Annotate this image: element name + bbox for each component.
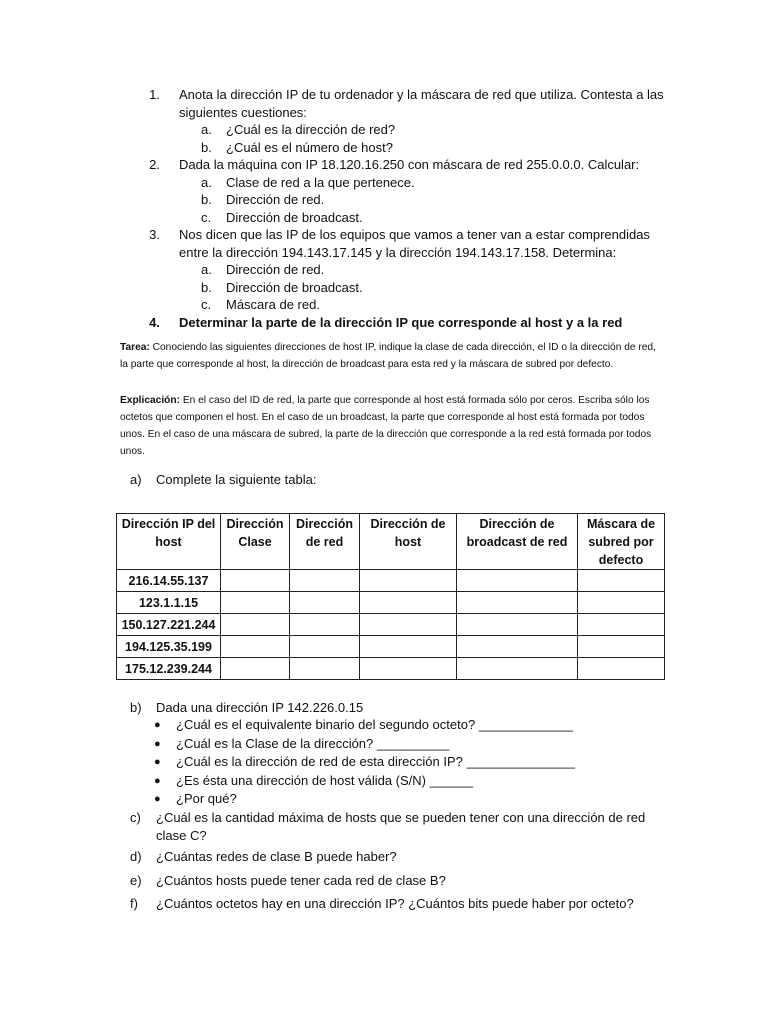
column-header: Máscara de subred por defecto <box>578 514 665 570</box>
sub-text: Clase de red a la que pertenece. <box>226 174 415 190</box>
numbered-questions <box>130 86 670 331</box>
bullet-text: ¿Cuál es la dirección de red de esta dirección IP? _______________ <box>176 754 575 769</box>
table-row <box>117 636 665 658</box>
empty-cell[interactable] <box>360 658 457 680</box>
part-b-bullets <box>154 716 575 809</box>
sub-question <box>130 139 670 157</box>
empty-cell[interactable] <box>360 570 457 592</box>
sub-question <box>130 296 670 314</box>
empty-cell[interactable] <box>578 614 665 636</box>
empty-cell[interactable] <box>290 636 360 658</box>
empty-cell[interactable] <box>578 592 665 614</box>
sub-letter: a. <box>201 262 212 277</box>
part-e-item <box>130 872 670 890</box>
empty-cell[interactable] <box>578 636 665 658</box>
part-c-item <box>130 809 670 845</box>
part-text: ¿Cuántos octetos hay en una dirección IP? ¿Cuántos bits puede haber por octeto? <box>156 896 634 911</box>
sub-question <box>130 191 670 209</box>
empty-cell[interactable] <box>290 592 360 614</box>
question-number: 2. <box>149 157 160 172</box>
bullet-text: ¿Es ésta una dirección de host válida (S/N) ______ <box>176 772 474 788</box>
table-header-row <box>117 514 665 570</box>
part-text: Dada una dirección IP 142.226.0.15 <box>156 700 364 715</box>
empty-cell[interactable] <box>221 614 290 636</box>
sub-letter: b. <box>201 139 212 155</box>
part-d <box>130 848 670 866</box>
part-letter: b) <box>130 700 142 715</box>
table-row <box>117 570 665 592</box>
question-number: 1. <box>149 87 160 102</box>
part-letter: c) <box>130 810 141 825</box>
part-text: ¿Cuántos hosts puede tener cada red de clase B? <box>156 873 446 888</box>
empty-cell[interactable] <box>457 592 578 614</box>
empty-cell[interactable] <box>221 592 290 614</box>
ip-table <box>116 513 665 680</box>
list-item <box>154 716 575 735</box>
bullet-icon: ● <box>154 774 161 787</box>
column-header: Dirección de host <box>360 514 457 570</box>
empty-cell[interactable] <box>457 636 578 658</box>
bullet-icon: ● <box>154 737 161 750</box>
empty-cell[interactable] <box>290 614 360 636</box>
ip-cell: 194.125.35.199 <box>117 636 221 658</box>
table-row <box>117 592 665 614</box>
ip-cell: 216.14.55.137 <box>117 570 221 592</box>
question-3 <box>130 226 670 261</box>
sub-text: ¿Cuál es el número de host? <box>226 139 393 155</box>
list-item <box>154 772 575 791</box>
empty-cell[interactable] <box>221 658 290 680</box>
empty-cell[interactable] <box>578 658 665 680</box>
column-header: Dirección IP del host <box>117 514 221 570</box>
explicacion-label: Explicación: <box>120 395 181 406</box>
list-item <box>154 790 575 809</box>
ip-cell: 175.12.239.244 <box>117 658 221 680</box>
part-letter: e) <box>130 873 142 888</box>
bullet-icon: ● <box>154 793 161 805</box>
sub-letter: c. <box>201 297 212 312</box>
bullet-text: ¿Por qué? <box>176 791 237 806</box>
sub-text: Dirección de broadcast. <box>226 279 363 295</box>
sub-question <box>130 209 670 227</box>
part-letter: d) <box>130 849 142 864</box>
tarea-label: Tarea: <box>120 342 150 353</box>
part-a <box>130 472 316 487</box>
tarea-text: Conociendo las siguientes direcciones de host IP, indique la clase de cada dirección, el ID o la dirección de red, la parte que corresponde al host, la dirección de broadcast para esta red y la máscara de subred por defecto. <box>120 342 656 370</box>
empty-cell[interactable] <box>360 592 457 614</box>
sub-text: Máscara de red. <box>226 297 320 312</box>
question-text: Determinar la parte de la dirección IP que corresponde al host y a la red <box>179 314 623 330</box>
sub-text: Dirección de red. <box>226 262 325 277</box>
empty-cell[interactable] <box>578 570 665 592</box>
column-header: Dirección de broadcast de red <box>457 514 578 570</box>
empty-cell[interactable] <box>360 614 457 636</box>
question-4 <box>130 314 670 332</box>
sub-question <box>130 261 670 279</box>
sub-question <box>130 279 670 297</box>
empty-cell[interactable] <box>290 570 360 592</box>
sub-letter: a. <box>201 122 212 137</box>
empty-cell[interactable] <box>457 614 578 636</box>
empty-cell[interactable] <box>457 570 578 592</box>
question-text: Nos dicen que las IP de los equipos que vamos a tener van a estar comprendidas entre la dirección 194.143.17.145 y la dirección 194.143.17.158. Determina: <box>179 227 650 260</box>
empty-cell[interactable] <box>360 636 457 658</box>
ip-cell: 150.127.221.244 <box>117 614 221 636</box>
sub-letter: b. <box>201 279 212 295</box>
sub-letter: a. <box>201 174 212 190</box>
question-2 <box>130 156 670 174</box>
part-f <box>130 895 670 913</box>
part-b-heading <box>130 699 670 717</box>
question-1 <box>130 86 670 121</box>
question-text: Anota la dirección IP de tu ordenador y la máscara de red que utiliza. Contesta a las siguientes cuestiones: <box>179 87 664 120</box>
empty-cell[interactable] <box>290 658 360 680</box>
empty-cell[interactable] <box>221 636 290 658</box>
sub-text: ¿Cuál es la dirección de red? <box>226 122 396 137</box>
question-text: Dada la máquina con IP 18.120.16.250 con máscara de red 255.0.0.0. Calcular: <box>179 157 640 172</box>
part-e <box>130 872 670 890</box>
column-header: Dirección Clase <box>221 514 290 570</box>
part-f-item <box>130 895 670 913</box>
part-letter: a) <box>130 472 142 487</box>
sub-question <box>130 174 670 192</box>
part-text: Complete la siguiente tabla: <box>156 472 317 487</box>
part-b <box>130 699 670 717</box>
list-item <box>154 753 575 772</box>
table-row <box>117 614 665 636</box>
sub-question <box>130 121 670 139</box>
bullet-icon: ● <box>154 719 161 731</box>
explicacion-paragraph <box>120 392 660 460</box>
sub-letter: c. <box>201 209 212 225</box>
column-header: Dirección de red <box>290 514 360 570</box>
empty-cell[interactable] <box>221 570 290 592</box>
explicacion-text: En el caso del ID de red, la parte que corresponde al host está formada sólo por ceros. Escriba sólo los octetos que componen el host. En el caso de un broadcast, la parte que corresponde al host está formada por todos unos. En el caso de una máscara de subred, la parte de la dirección que corresponde a la red está formada por todos unos. <box>120 395 652 457</box>
sub-text: Dirección de broadcast. <box>226 209 363 225</box>
part-text: ¿Cuál es la cantidad máxima de hosts que se pueden tener con una dirección de red clase C? <box>156 810 646 843</box>
question-number: 3. <box>149 227 160 242</box>
table-row <box>117 658 665 680</box>
part-c <box>130 809 670 845</box>
sub-letter: b. <box>201 192 212 207</box>
part-letter: f) <box>130 896 138 911</box>
empty-cell[interactable] <box>457 658 578 680</box>
bullet-text: ¿Cuál es la Clase de la dirección? __________ <box>176 735 450 751</box>
bullet-text: ¿Cuál es el equivalente binario del segundo octeto? _____________ <box>176 717 573 732</box>
list-item <box>154 735 575 754</box>
bullet-icon: ● <box>154 756 161 768</box>
question-number: 4. <box>149 314 160 330</box>
sub-text: Dirección de red. <box>226 192 325 207</box>
ip-cell: 123.1.1.15 <box>117 592 221 614</box>
tarea-paragraph <box>120 339 660 373</box>
part-d-item <box>130 848 670 866</box>
part-text: ¿Cuántas redes de clase B puede haber? <box>156 849 397 864</box>
